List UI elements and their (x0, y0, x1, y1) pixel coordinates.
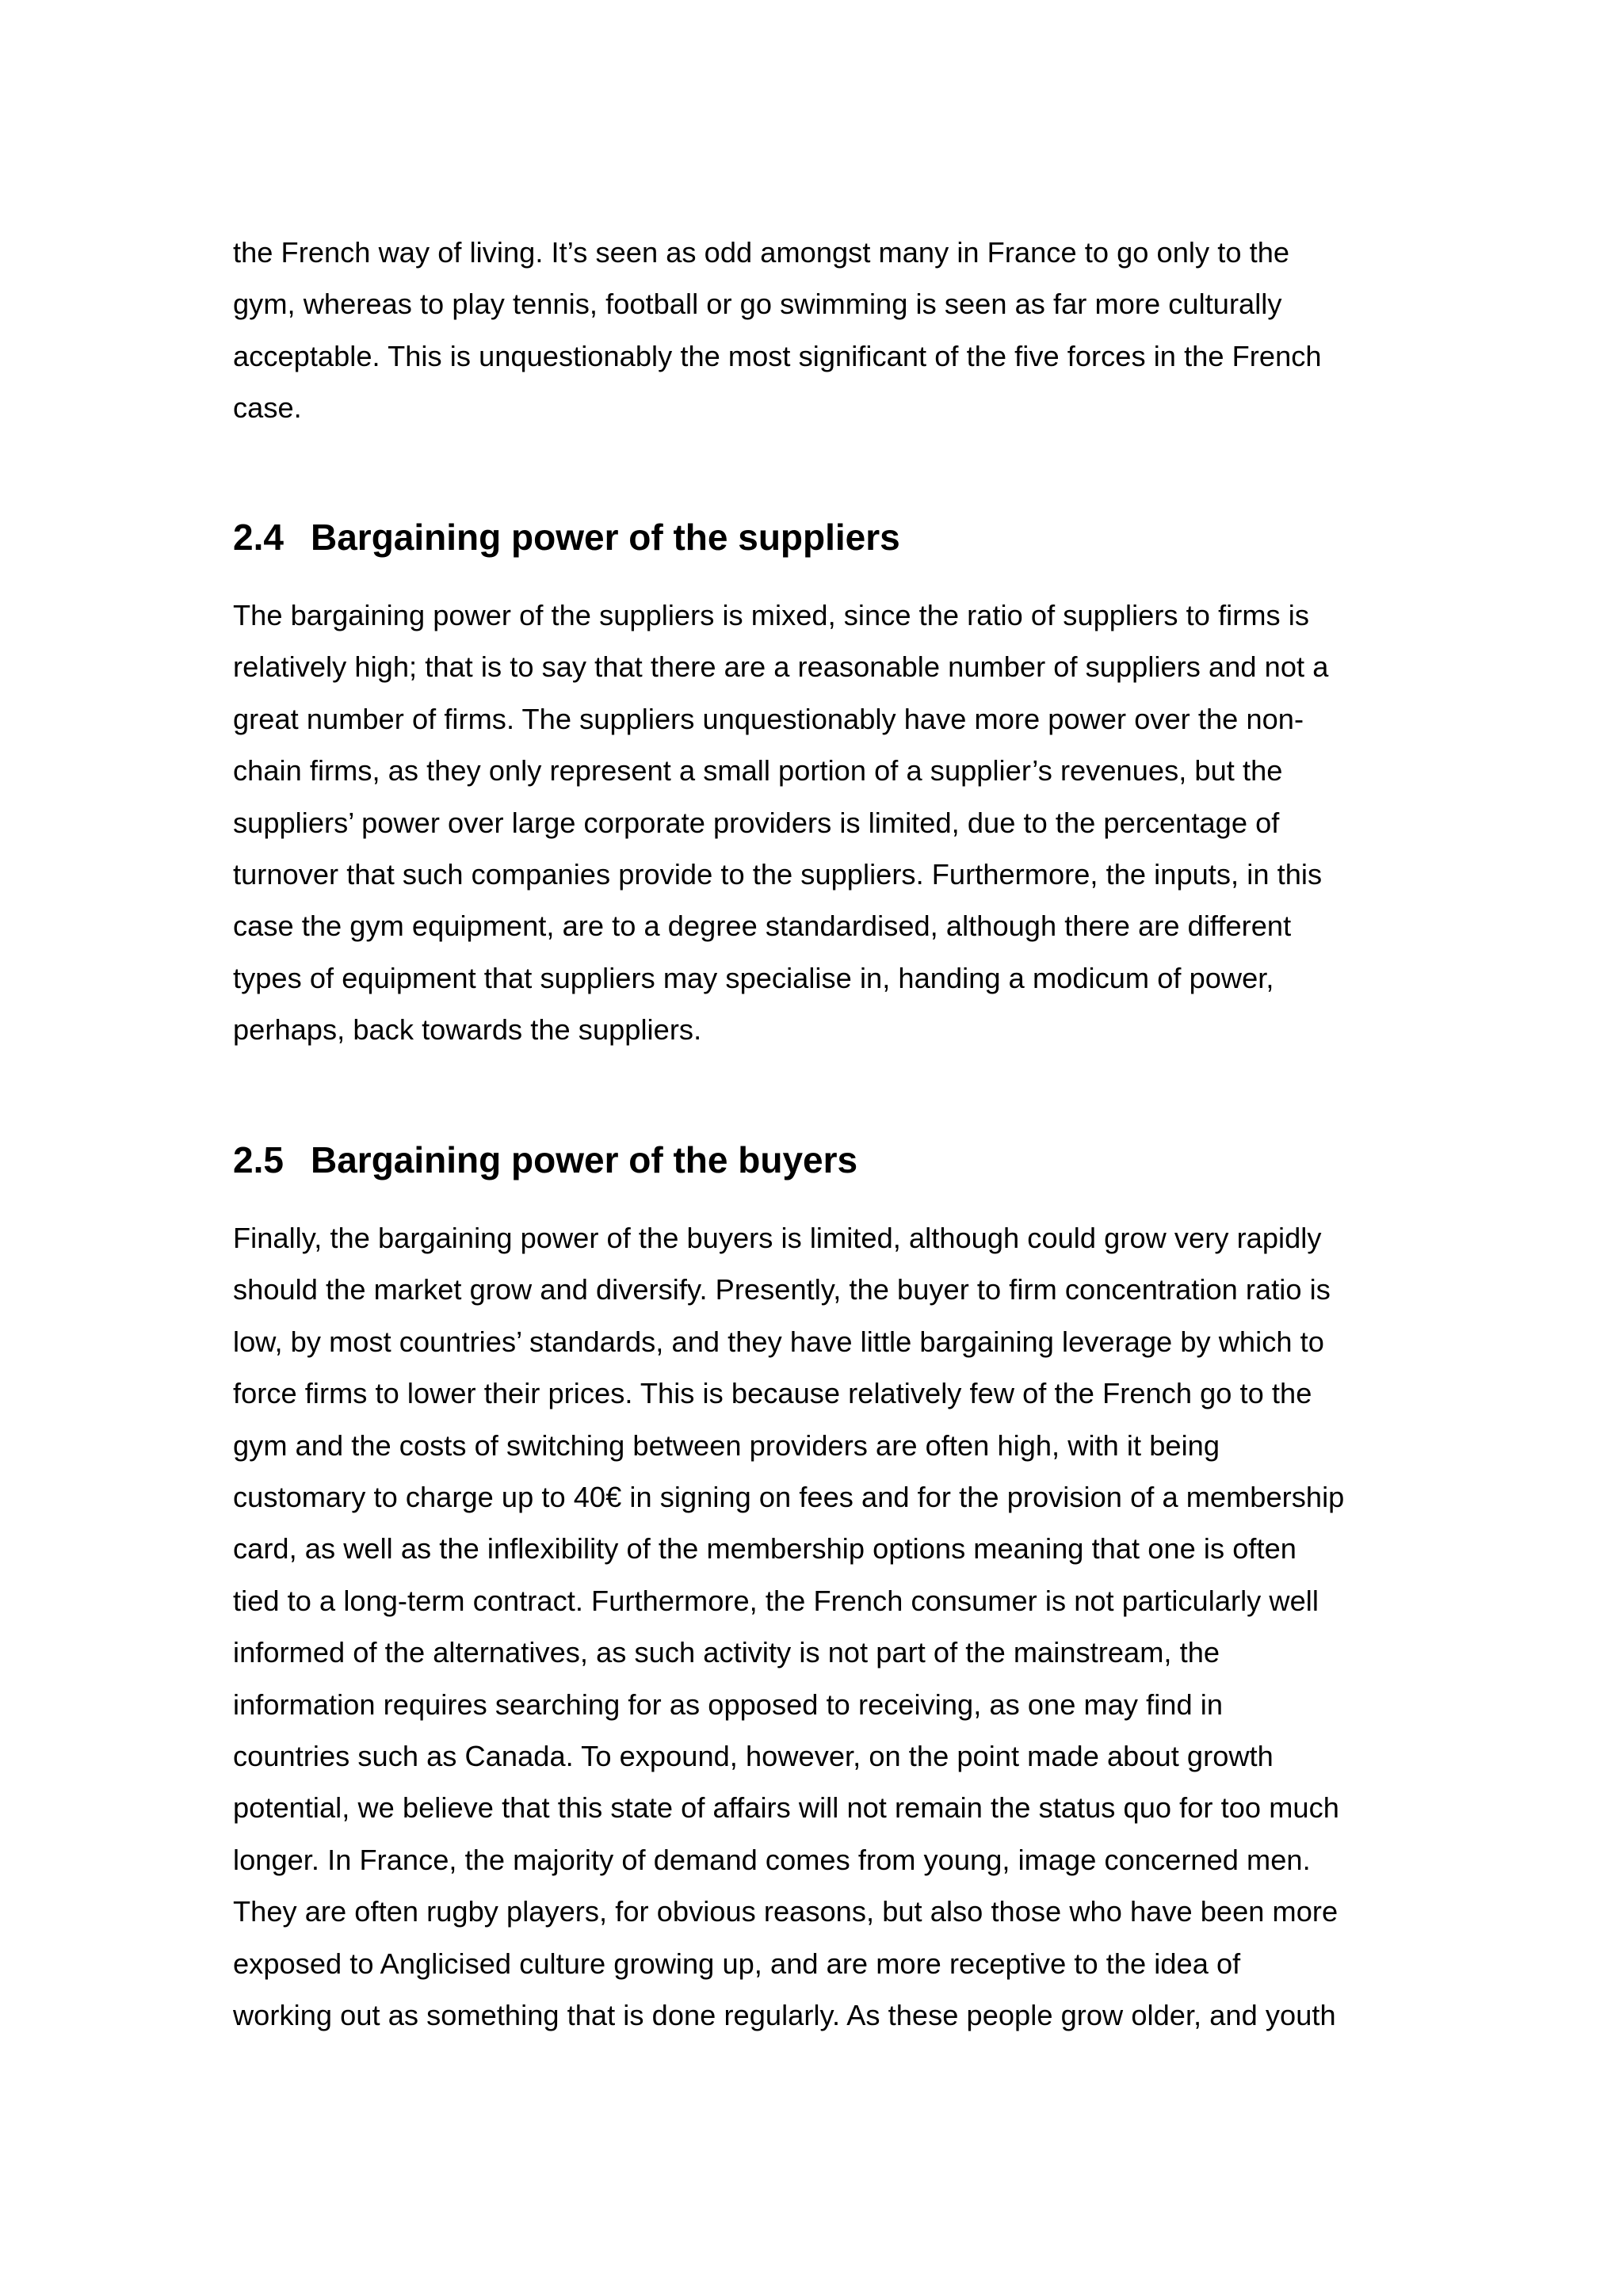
intro-paragraph (233, 227, 1322, 434)
paragraph-line: suppliers’ power over large corporate providers is limited, due to the percentage of (233, 806, 1280, 839)
paragraph-line: perhaps, back towards the suppliers. (233, 1013, 702, 1047)
paragraph-line: force firms to lower their prices. This is because relatively few of the French go to the (233, 1377, 1312, 1410)
paragraph-line: chain firms, as they only represent a small portion of a supplier’s revenues, but the (233, 754, 1283, 788)
paragraph-line: low, by most countries’ standards, and they have little bargaining leverage by which to (233, 1325, 1324, 1358)
section-number: 2.4 (233, 517, 284, 558)
section-number: 2.5 (233, 1139, 284, 1180)
paragraph-line: countries such as Canada. To expound, however, on the point made about growth (233, 1740, 1274, 1773)
paragraph-line: relatively high; that is to say that there are a reasonable number of suppliers and not a (233, 650, 1329, 684)
paragraph-line: tied to a long-term contract. Furthermore, the French consumer is not particularly well (233, 1584, 1319, 1617)
paragraph-line: great number of firms. The suppliers unquestionably have more power over the non- (233, 702, 1304, 735)
paragraph-line: card, as well as the inflexibility of the membership options meaning that one is often (233, 1532, 1296, 1566)
section-title: Bargaining power of the buyers (311, 1139, 858, 1180)
paragraph-line: case. (233, 391, 302, 425)
paragraph-line: should the market grow and diversify. Presently, the buyer to firm concentration ratio is (233, 1273, 1331, 1306)
paragraph-line: gym and the costs of switching between providers are often high, with it being (233, 1428, 1220, 1462)
paragraph-line: The bargaining power of the suppliers is mixed, since the ratio of suppliers to firms is (233, 599, 1310, 631)
paragraph-line: potential, we believe that this state of affairs will not remain the status quo for too much (233, 1791, 1339, 1825)
paragraph-line: turnover that such companies provide to the suppliers. Furthermore, the inputs, in this (233, 858, 1323, 891)
section-2-5-paragraph (233, 1212, 1344, 2042)
section-heading-2-5 (233, 1136, 857, 1184)
section-heading-2-4 (233, 513, 900, 561)
section-2-4-paragraph (233, 589, 1328, 1056)
paragraph-line: acceptable. This is unquestionably the most significant of the five forces in the French (233, 339, 1322, 372)
paragraph-line: the French way of living. It’s seen as odd amongst many in France to go only to the (233, 236, 1290, 269)
paragraph-line: working out as something that is done regularly. As these people grow older, and youth (233, 1999, 1336, 2032)
paragraph-line: information requires searching for as opposed to receiving, as one may find in (233, 1688, 1224, 1721)
paragraph-line: types of equipment that suppliers may specialise in, handing a modicum of power, (233, 961, 1274, 994)
paragraph-line: exposed to Anglicised culture growing up, and are more receptive to the idea of (233, 1947, 1241, 1980)
section-title: Bargaining power of the suppliers (311, 517, 900, 558)
paragraph-line: informed of the alternatives, as such activity is not part of the mainstream, the (233, 1636, 1220, 1669)
paragraph-line: customary to charge up to 40€ in signing on fees and for the provision of a membership (233, 1481, 1345, 1514)
paragraph-line: longer. In France, the majority of demand comes from young, image concerned men. (233, 1843, 1311, 1876)
paragraph-line: They are often rugby players, for obvious reasons, but also those who have been more (233, 1895, 1338, 1928)
paragraph-line: gym, whereas to play tennis, football or go swimming is seen as far more culturally (233, 288, 1282, 321)
paragraph-line: case the gym equipment, are to a degree standardised, although there are different (233, 910, 1292, 943)
paragraph-line: Finally, the bargaining power of the buyers is limited, although could grow very rapidly (233, 1222, 1322, 1254)
